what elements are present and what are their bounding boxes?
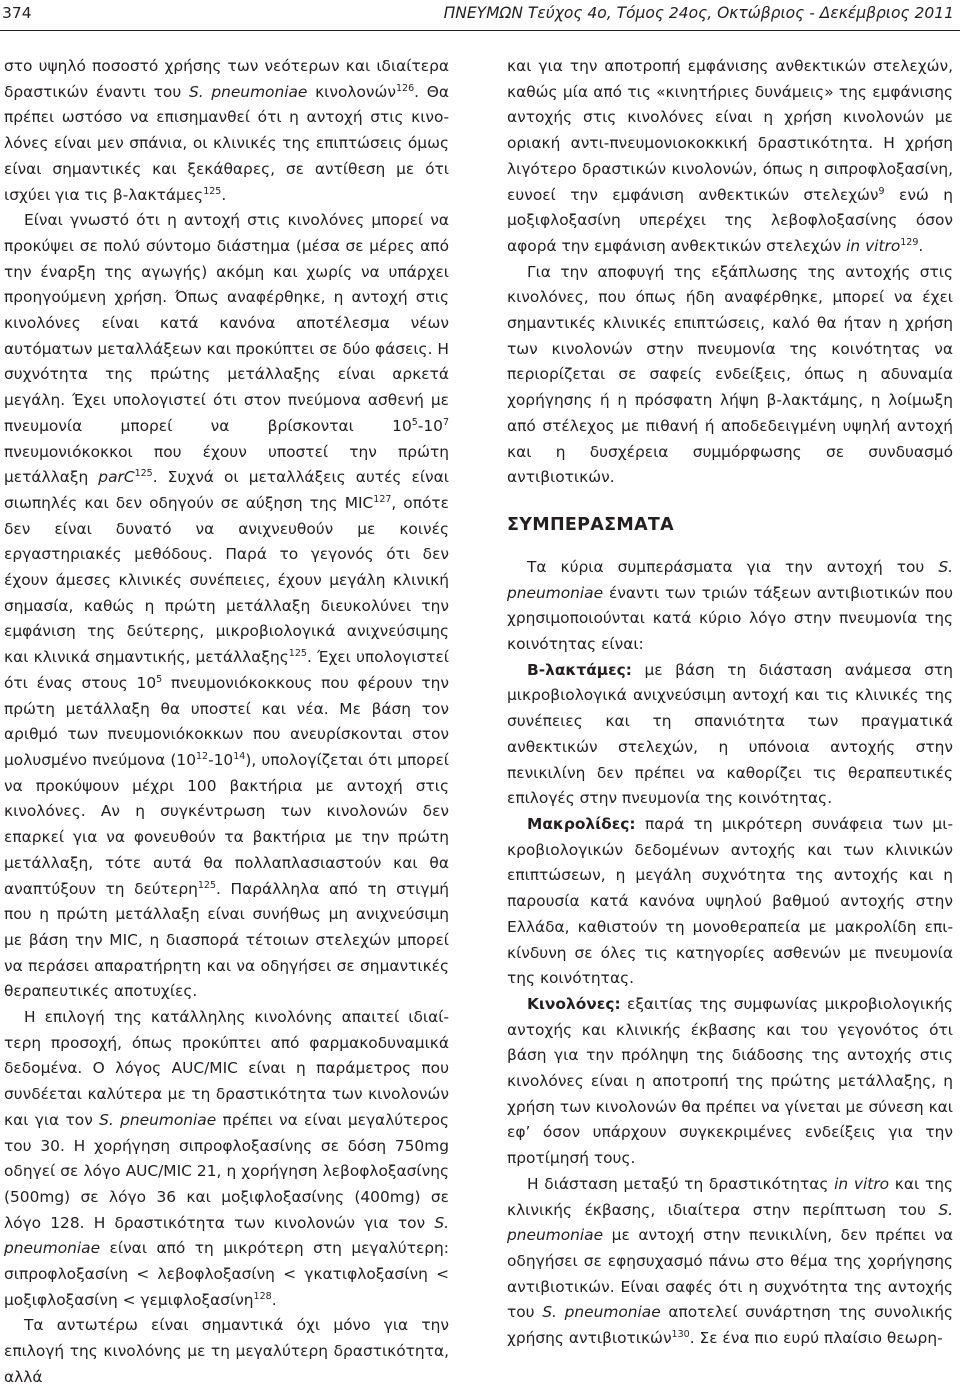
right-paragraph-beta-lactams: Β-λακτάμες: με βάση τη διάσταση ανάμεσα στη μικροβιολογικά ανιχνεύσιμη αντοχή και τις κλινικές της συνέπειες και τη σπανιότητα των πραγματικά ανθεκτικών στελεχών, η υπόνοια αντοχής στην πενικιλίνη δεν πρέπει να καθορίζει τις θεραπευτικές επιλογές στην πνευμονία της κοινότητας. [507,660,953,808]
page-number: 374 [2,4,32,22]
left-paragraph-4: Τα αντωτέρω είναι σημαντικά όχι μόνο για την επιλογή της κινολόνης με τη μεγαλύτερη δραστικότητα, αλλά [4,1316,449,1386]
right-column [507,54,953,1352]
left-paragraph-3: Η επιλογή της κατάλληλης κινολόνης απαιτεί ιδιαίτερη προσοχή, όπως προκύπτει από φαρμακοδυναμικά δεδομένα. Ο λόγος AUC/MIC είναι η παράμετρος που συνδέεται καλύτερα με τη δραστικότητα των κινολονών και για τον S. pneumoniae πρέπει να είναι μεγαλύτερος του 30. Η χορήγηση σιπροφλοξασίνης σε δόση 750mg οδηγεί σε λόγο AUC/MIC 21, η χορήγηση λεβοφλοξασίνης (500mg) σε λόγο 36 και μοξιφλοξασίνης (400mg) σε λόγο 128. Η δραστικότητα των κινολονών για τον S. pneumoniae είναι από τη μικρότερη στη μεγαλύτερη: σιπροφλοξασίνη < λεβοφλοξασίνη < γκατιφλοξασίνη < μοξιφλοξασίνη < γεμιφλοξασίνη$^{128}$. [4,1008,450,1309]
header-rule [0,30,960,31]
left-paragraph-2: Είναι γνωστό ότι η αντοχή στις κινολόνες μπορεί να προκύψει σε πολύ σύντομο διάστημα (μέσα σε μέρες από την έναρξη της αγωγής) ακόμη και χωρίς να υπάρχει προηγούμενη χρήση. Όπως αναφέρθηκε, η αντοχή στις κινολόνες είναι κατά κανόνα αποτέλεσμα νέων αυτόματων μεταλλάξεων και προκύπτει σε δύο φάσεις. Η συχνότητα της πρώτης μετάλλαξης είναι αρκετά μεγάλη. Έχει υπολογιστεί ότι στον πνεύμονα ασθενή με πνευμονία μπορεί να βρίσκονται $10^5-10^7$ πνευμονιόκοκκοι που έχουν υποστεί την πρώτη μετάλλαξη parC$^{125}$. Συχνά οι μεταλλάξεις αυτές είναι σιωπηλές και δεν οδηγούν σε αύξηση της MIC$^{127}$, οπότε δεν είναι δυνατό να ανιχνευθούν με κοινές εργαστηριακές μεθόδους. Παρά το γεγονός ότι δεν έχουν άμεσες κλινικές συνέπειες, έχουν μεγάλη κλινική σημασία, καθώς η πρώτη μετάλλαξη διευκολύνει την εμφάνιση της δεύτερης, μικροβιολογικά ανιχνεύσιμης και κλινικά σημαντικής, μετάλλαξης$^{125}$. Έχει υπολογιστεί ότι ένας στους $10^5$ πνευμονιόκοκκους που φέρουν την πρώτη μετάλλαξη θα υποστεί και νέα. Με βάση τον αριθμό των πνευμονιόκοκκων που ανευρίσκονται στον μολυσμένο πνεύμονα $(10^{12}-10^{14})$, υπολογίζεται ότι μπορεί να προκύψουν μέχρι 100 βακτήρια με αντοχή στις κινολόνες. Αν η συγκέντρωση των κινολονών δεν επαρκεί για να φονευθούν τα βακτήρια με την πρώτη μετάλλαξη, τότε αυτά θα πολλαπλασιαστούν και θα αναπτύξουν τη δεύτερη$^{125}$. Παράλληλα από τη στιγμή που η πρώτη μετάλλαξη είναι συνήθως μη ανιχνεύσιμη με βάση την MIC, η διασπορά τέτοιων στελεχών μπορεί να περάσει απαρατήρητη και να οδηγήσει σε σημαντικές θεραπευτικές αποτυχίες. [4,211,450,1001]
right-paragraph-3: Τα κύρια συμπεράσματα για την αντοχή του S. pneumoniae έναντι των τριών τάξεων αντιβιοτικών που χρησιμοποιούνται κατά κύριο λόγο στην πνευμονία της κοινότητας είναι: [507,557,953,654]
left-column [4,54,449,1391]
right-paragraph-1: και για την αποτροπή εμφάνισης ανθεκτικών στελεχών, καθώς μία από τις «κινητήριες δυνάμεις» της εμφάνισης αντοχής στις κινολόνες είναι η χρήση κινολονών με οριακή αντι-πνευμονιοκοκκική δραστικότητα. Η χρήση λιγότερο δραστικών κινολονών, όπως η σιπροφλοξασίνη, ευνοεί την εμφάνιση ανθεκτικών στελεχών$^9$ ενώ η μοξιφλοξασίνη υπερέχει της λεβοφλοξασίνης όσον αφορά την εμφάνιση ανθεκτικών στελεχών in vitro$^{129}$. [507,57,953,255]
left-paragraph-1: στο υψηλό ποσοστό χρήσης των νεότερων και ιδιαίτερα δραστικών έναντι του S. pneumoniae κινολονών$^{126}$. Θα πρέπει ωστόσο να επισημανθεί ότι η αντοχή στις κινολόνες είναι μεν σπάνια, οι κλινικές της επιπτώσεις όμως είναι σημαντικές και ξεκάθαρες, σε αντίθεση με ότι ισχύει για τις β-λακτάμες$^{125}$. [4,57,450,204]
right-paragraph-7: Η διάσταση μεταξύ τη δραστικότητας in vitro και της κλινικής έκβασης, ιδιαίτερα στην περίπτωση του S. pneumoniae με αντοχή στην πενικιλίνη, δεν πρέπει να οδηγήσει σε εφησυχασμό πάνω στο θέμα της χορήγησης αντιβιοτικών. Είναι σαφές ότι η συχνότητα της αντοχής του S. pneumoniae αποτελεί συνάρτηση της συνολικής χρήσης αντιβιοτικών$^{130}$. Σε ένα πιο ευρύ πλαίσιο θεωρη- [507,1174,954,1348]
right-paragraph-quinolones: Κινολόνες: εξαιτίας της συμφωνίας μικροβιολογικής αντοχής και κλινικής έκβασης και του γεγονότος ότι βάση για την πρόληψη της διάδοσης της αντοχής στις κινολόνες είναι η αποτροπή της πρώτης μετάλλαξης, η χρήση των κινολονών θα πρέπει να γίνεται με σύνεση και εφ’ όσον υπάρχουν συγκεκριμένες ενδείξεις για την προτίμησή τους. [507,994,953,1168]
journal-running-title: ΠΝΕΥΜΩΝ Τεύχος 4ο, Τόμος 24ος, Οκτώβριος - Δεκέμβριος 2011 [443,4,954,22]
section-heading-conclusions: ΣΥΜΠΕΡΑΣΜΑΤΑ [507,514,675,535]
right-paragraph-macrolides: Μακρολίδες: παρά τη μικρότερη συνάφεια των μικροβιολογικών δεδομένων αντοχής και των κλινικών επιπτώσεων, η μεγάλη συχνότητα της αντοχής και η παρουσία κατά κανόνα υψηλού βαθμού αντοχής στην Ελλάδα, καθιστούν τη μονοθεραπεία με μακρολίδη επικίνδυνη σε όλες τις κατηγορίες ασθενών με πνευμονία της κοινότητας. [507,814,953,988]
page-header [0,0,960,30]
right-paragraph-2: Για την αποφυγή της εξάπλωσης της αντοχής στις κινολόνες, που όπως ήδη αναφέρθηκε, μπορεί να έχει σημαντικές κλινικές επιπτώσεις, καλό θα ήταν η χρήση των κινολονών στην πνευμονία της κοινότητας να περιορίζεται σε σαφείς ενδείξεις, όπως η αδυναμία χορήγησης ή η πρόσφατη λήψη β-λακτάμης, η λοίμωξη από στέλεχος με πιθανή ή αποδεδειγμένη υψηλή αντοχή και η δυσχέρεια συμμόρφωσης σε συνδυασμό αντιβιοτικών. [507,262,953,487]
